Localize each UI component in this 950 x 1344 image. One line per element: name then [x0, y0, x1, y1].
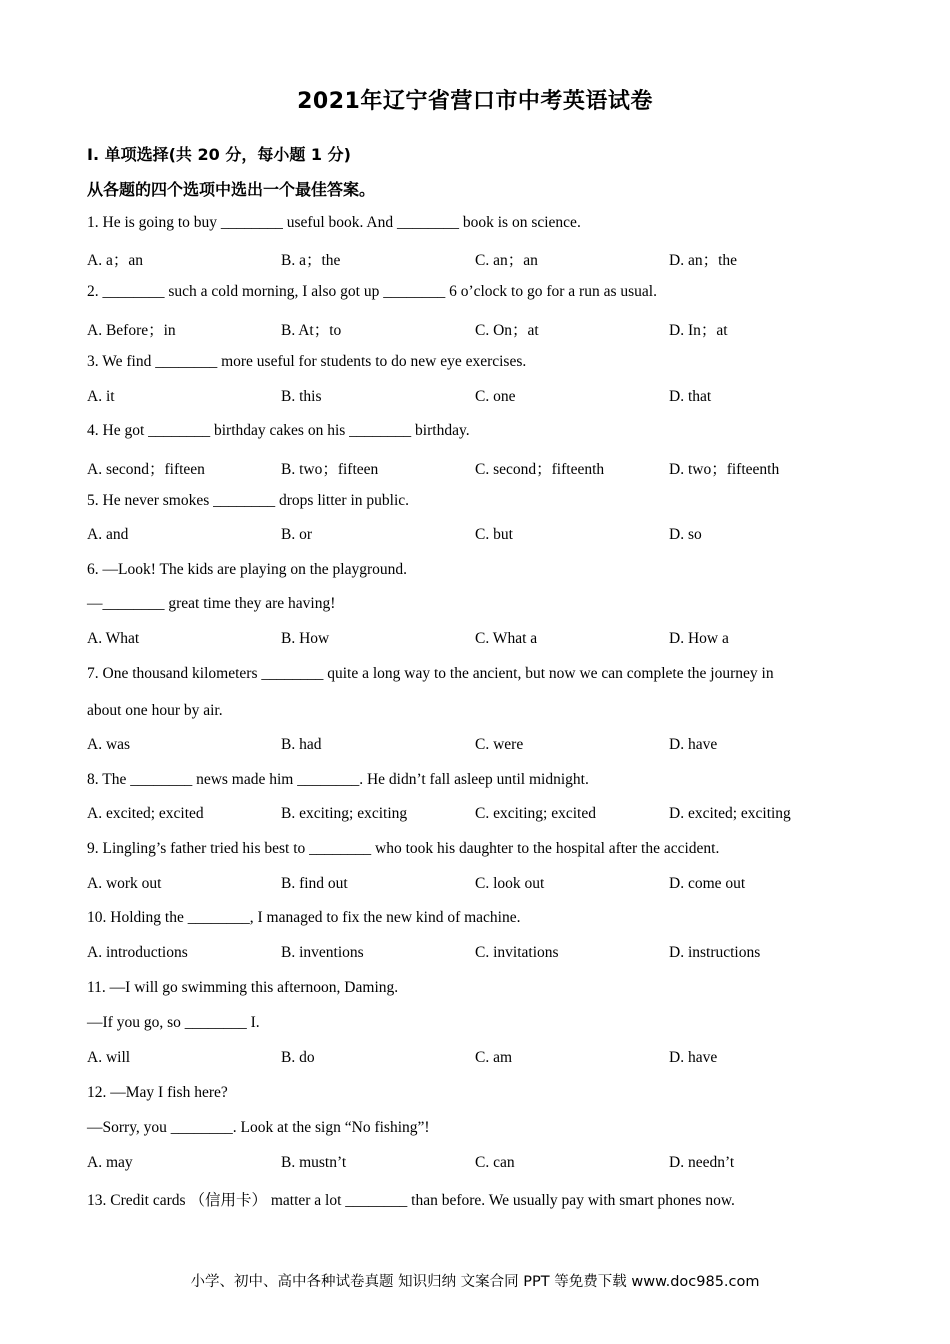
option-c: C. invitations [475, 944, 559, 961]
page-title: 2021年辽宁省营口市中考英语试卷 [297, 89, 653, 114]
options-8 [87, 805, 887, 827]
option-c: C. but [475, 526, 513, 543]
option-d: D. have [669, 736, 718, 753]
option-b: B. find out [281, 875, 348, 892]
page-footer: 小学、初中、高中各种试卷真题 知识归纳 文案合同 PPT 等免费下载 www.doc985.com [190, 1274, 760, 1290]
option-d: D. In；at [669, 322, 728, 339]
option-a: A. and [87, 526, 129, 543]
option-a: A. it [87, 388, 115, 405]
option-d: D. excited; exciting [669, 805, 791, 822]
option-d: D. so [669, 526, 702, 543]
question-4: 4. He got ________ birthday cakes on his ________ birthday. [87, 422, 470, 439]
section-heading: Ⅰ. 单项选择(共 20 分，每小题 1 分) [87, 145, 351, 164]
question-13: 13. Credit cards （信用卡） matter a lot ________ than before. We usually pay with smart phones now. [87, 1192, 735, 1209]
question-3: 3. We find ________ more useful for students to do new eye exercises. [87, 353, 527, 370]
option-c: C. an；an [475, 252, 538, 269]
option-c: C. What a [475, 630, 538, 647]
option-b: B. this [281, 388, 322, 405]
option-b: B. a；the [281, 252, 341, 269]
question-8: 8. The ________ news made him ________. He didn’t fall asleep until midnight. [87, 771, 589, 788]
question-5: 5. He never smokes ________ drops litter in public. [87, 492, 410, 509]
options-4 [87, 457, 887, 479]
option-c: C. am [475, 1049, 513, 1066]
options-1 [87, 248, 887, 270]
option-a: A. What [87, 630, 140, 647]
option-c: C. can [475, 1154, 515, 1171]
option-a: A. introductions [87, 944, 188, 961]
option-c: C. were [475, 736, 524, 753]
question-7: 7. One thousand kilometers ________ quite a long way to the ancient, but now we can complete the journey in [87, 665, 774, 682]
option-d: D. an；the [669, 252, 738, 269]
options-6 [87, 630, 887, 652]
option-b: B. How [281, 630, 330, 647]
option-a: A. a；an [87, 252, 143, 269]
option-a: A. was [87, 736, 131, 753]
option-a: A. Before；in [87, 322, 176, 339]
option-d: D. have [669, 1049, 718, 1066]
option-b: B. mustn’t [281, 1154, 347, 1171]
options-12 [87, 1154, 887, 1176]
options-9 [87, 875, 887, 897]
option-c: C. second；fifteenth [475, 461, 605, 478]
question-1: 1. He is going to buy ________ useful book. And ________ book is on science. [87, 214, 581, 231]
option-c: C. On；at [475, 322, 539, 339]
options-5 [87, 526, 887, 548]
question-9: 9. Lingling’s father tried his best to ________ who took his daughter to the hospital after the accident. [87, 840, 720, 857]
question-2: 2. ________ such a cold morning, I also got up ________ 6 o’clock to go for a run as usual. [87, 283, 657, 300]
question-6: 6. —Look! The kids are playing on the playground. [87, 561, 407, 578]
option-a: A. excited; excited [87, 805, 204, 822]
question-12-reply: —Sorry, you ________. Look at the sign “No fishing”! [87, 1119, 430, 1136]
option-d: D. needn’t [669, 1154, 735, 1171]
option-c: C. look out [475, 875, 545, 892]
question-11-reply: —If you go, so ________ I. [87, 1014, 260, 1031]
option-a: A. may [87, 1154, 133, 1171]
option-b: B. two；fifteen [281, 461, 379, 478]
option-b: B. exciting; exciting [281, 805, 408, 822]
question-7-cont: about one hour by air. [87, 702, 223, 719]
option-b: B. or [281, 526, 312, 543]
question-11: 11. —I will go swimming this afternoon, Daming. [87, 979, 399, 996]
option-b: B. do [281, 1049, 315, 1066]
option-b: B. At；to [281, 322, 342, 339]
option-d: D. instructions [669, 944, 761, 961]
question-12: 12. —May I fish here? [87, 1084, 228, 1101]
option-d: D. that [669, 388, 712, 405]
option-d: D. two；fifteenth [669, 461, 780, 478]
option-a: A. will [87, 1049, 131, 1066]
option-d: D. come out [669, 875, 746, 892]
option-d: D. How a [669, 630, 729, 647]
option-b: B. inventions [281, 944, 364, 961]
options-11 [87, 1049, 887, 1071]
options-3 [87, 388, 887, 410]
options-10 [87, 944, 887, 966]
section-instruction: 从各题的四个选项中选出一个最佳答案。 [87, 180, 376, 199]
option-c: C. one [475, 388, 516, 405]
options-7 [87, 736, 887, 758]
option-a: A. second；fifteen [87, 461, 205, 478]
options-2 [87, 318, 887, 340]
question-10: 10. Holding the ________, I managed to fix the new kind of machine. [87, 909, 521, 926]
option-a: A. work out [87, 875, 162, 892]
option-b: B. had [281, 736, 322, 753]
question-6-reply: —________ great time they are having! [87, 595, 336, 612]
option-c: C. exciting; excited [475, 805, 596, 822]
